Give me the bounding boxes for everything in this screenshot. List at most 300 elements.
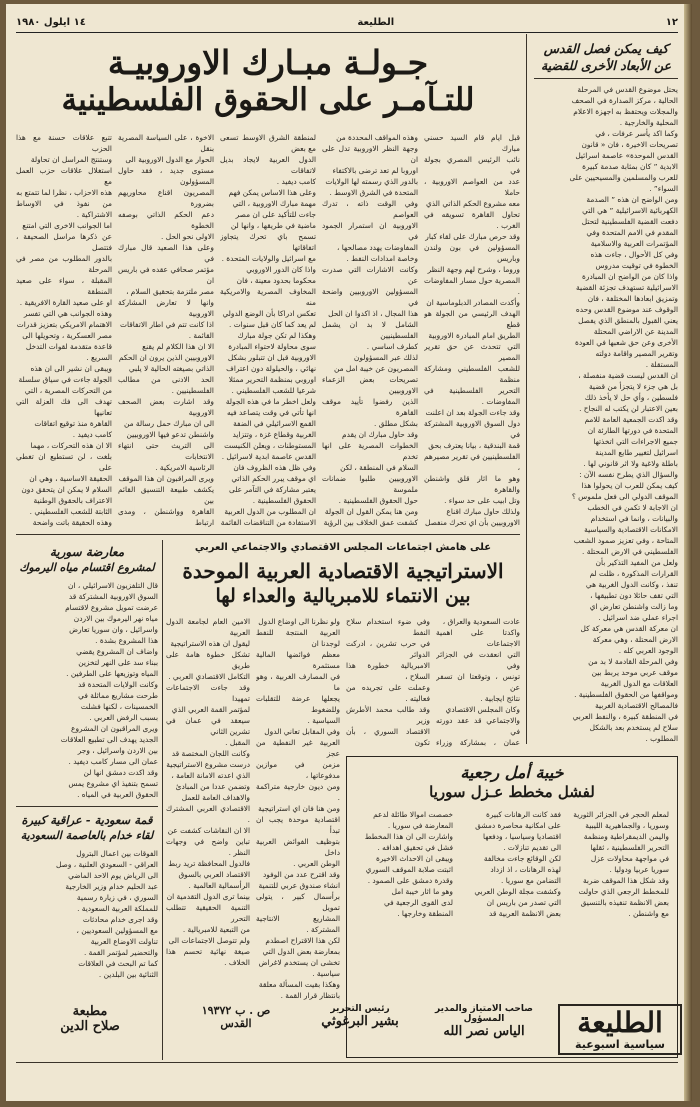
text-line: للشعب الفلسطيني ومشاركة منظمة: [424, 364, 520, 384]
text-line: الا ان النقاشات كشفت عن: [167, 826, 250, 835]
text-line: الحقوق الفلسطينية .: [252, 496, 316, 505]
text-line: ومن هنا يمكن القول ان الجولة: [324, 507, 418, 516]
text-line: دول السوق الاوروبية المشتركة في: [424, 419, 520, 439]
text-line: وهكذا لم تكن جولة مبارك: [237, 331, 316, 340]
text-line: اجراء عملي ضد اسرائيل .: [598, 613, 678, 622]
text-line: سيعقد في عمان في تشرين الثاني: [166, 716, 250, 736]
text-line: اثبتت صلابة الموقف السوري: [365, 865, 453, 874]
text-line: عن ذكرها مراسل الصحيفة ، فتتصل: [16, 232, 112, 252]
text-line: العلاقات مع الدول الغربية: [600, 679, 678, 688]
text-line: التي تصدر من باريس ان: [486, 898, 561, 907]
text-line: ومن ديون خارجية متراكمة .: [256, 782, 340, 802]
saudi-box-title: [16, 812, 158, 843]
text-line: يكشف طبيعة التنسيق القائم بين: [118, 485, 214, 505]
text-line: طرحت مشاريع مماثلة في: [78, 691, 158, 700]
text-line: بينما ترى الدول التقدمية ان: [166, 892, 250, 901]
text-line: وكانت الاشارات التي صدرت عن: [322, 265, 418, 285]
text-line: لذلك عبر المسؤولون: [353, 353, 418, 362]
text-line: الامكانات الاقتصادية والسياسية: [584, 525, 678, 534]
text-line: المؤتمرات العربية والاسلامية: [590, 239, 678, 248]
text-line: وأكدت المصادر الدبلوماسية ان: [426, 298, 520, 307]
text-line: كطرف اساسي .: [366, 342, 418, 351]
text-line: وعلى هذا الاساس يمكن فهم: [228, 188, 316, 197]
text-line: قال التلفزيون الاسرائيلي ، ان: [67, 581, 158, 590]
text-line: المصرية حول مسار المفاوضات .: [424, 276, 520, 296]
text-line: تحاول القاهرة تسويقه في الغرب .: [424, 210, 520, 230]
text-line: القائمة .: [188, 331, 214, 340]
text-line: انشاء صندوق عربي للتنمية: [258, 881, 340, 890]
text-line: وقد اكدت دمشق انها لن: [83, 768, 158, 777]
text-line: المقدم في الامم المتحدة وفي: [586, 228, 678, 237]
text-line: الرئاسية الامريكية .: [155, 463, 214, 472]
text-line: تصريحات بعض الزعماء الاوروبيين: [322, 375, 418, 395]
text-line: لدى القوى الرجعية في: [383, 898, 453, 907]
text-line: كامب ديفيد .: [276, 177, 316, 186]
text-line: تهدف الى فك العزلة التي تعانيها: [16, 397, 112, 417]
text-line: عبد الحليم خدام وزير الخارجية: [65, 882, 158, 891]
text-line: [118, 528, 214, 530]
text-line: وقد حاول مبارك ان يقدم: [342, 430, 418, 439]
text-line: جاءت للتأكيد على ان مصر: [235, 210, 316, 219]
text-line: السوري ، في زيارة رسمية: [76, 893, 158, 902]
text-line: المصريون عن خيبة امل من: [334, 364, 418, 373]
text-line: المفاوضات يهدد مصالحها ،: [337, 243, 418, 252]
text-line: الاسرائيلية تستهدف تجزئة القضية: [576, 283, 678, 292]
text-line: اذا كانت تتم في اطار الاتفاقات: [120, 320, 214, 329]
text-line: الفلسطينيين في تقرير مصيرهم ،: [424, 452, 520, 472]
text-line: التي انعقدت في الجزائر وفي: [436, 650, 520, 670]
text-line: الموقف الدولي الى فعل ملموس ؟: [571, 492, 678, 501]
text-line: بل هي جزء لا يتجزأ من قضية: [588, 382, 678, 391]
address-credit: [176, 1004, 296, 1030]
text-line: فالمصالح الاقتصادية الغربية: [595, 701, 678, 710]
text-line: وهو ما اثار خيبة امل: [391, 887, 453, 896]
text-line: واكدتا على اهمية الاجتماعات: [436, 628, 520, 648]
text-line: اقتصاديا وسياسيا ، ودفعها: [482, 832, 561, 841]
text-line: الاوروبيين طلبوا ضمانات ملموسة: [322, 474, 418, 494]
text-line: الامبريالية خطورة هذا السلاح ،: [346, 661, 430, 681]
text-line: وقد اشارت بعض الصحف الاوروبية: [118, 397, 214, 417]
text-line: الخمسينات ، لكنها فشلت: [80, 702, 158, 711]
text-line: فالدول المحافظة تريد ربط: [168, 859, 250, 868]
text-line: وعملت على تجريده من فعاليته .: [346, 683, 430, 703]
text-line: وتقرير المصير واقامة دولته: [595, 349, 678, 358]
economic-headline: [166, 558, 520, 609]
text-line: المحلية والخارجية .: [619, 118, 678, 127]
text-line: وقد شكل هذا الموقف ضربة: [582, 876, 669, 885]
text-line: وهكذا بقيت المسألة معلقة: [258, 980, 340, 989]
text-line: التي تتحدث عن حق تقرير المصير: [424, 342, 520, 362]
text-line: القرارات المذكورة ، ظلت لم: [589, 569, 678, 578]
text-line: تشكل خطوة هامة على طريق: [166, 650, 250, 670]
text-line: واليمن الديمقراطية ومنظمة: [583, 832, 669, 841]
text-line: برأسمال كبير ، يتولى تمويل: [256, 892, 340, 912]
text-line: محكوما بحدود معينة ، فان: [236, 276, 316, 285]
page-number: ١٢: [665, 16, 678, 28]
text-line: ان المطلوب من الدول العربية: [224, 507, 316, 516]
text-line: الحد الادنى من مطالب الفلسطينيين .: [118, 375, 214, 395]
text-line: وجهة النظر الاوروبية تدل على ان: [322, 144, 418, 164]
text-line: ولعل من المفيد التذكير بأن: [595, 558, 678, 567]
city-name: القدس: [220, 1017, 252, 1030]
text-line: بانتظار قرار القمة .: [280, 991, 340, 1000]
text-line: العربية المنتجة للنفط لوجدنا ان: [256, 628, 340, 648]
text-line: الوطن العربي .: [293, 859, 340, 868]
text-line: الأخرى وعن حق شعبها في العودة: [575, 338, 678, 347]
text-line: وتضمن عددا من المبادئ: [175, 782, 250, 791]
text-line: ومواقفها من الحقوق الفلسطينية .: [574, 690, 678, 699]
text-line: المستوطنات ، ويعلن الكنيست: [224, 441, 316, 450]
text-line: الحقيقة الاساسية ، وهي ان: [29, 474, 112, 483]
text-line: السريع .: [86, 353, 112, 362]
text-line: فلسطين ، وأي حل لا يأخذ ذلك: [584, 393, 678, 402]
text-line: بلغت ، لن تستطيع ان تغطي على: [16, 452, 112, 472]
text-line: القدس عاصمة ابدية لاسرائيل .: [221, 452, 316, 461]
po-box: ص . ب ١٩٣٧٢: [201, 1004, 271, 1017]
text-line: المتحدة في دورتها الطارئة ان: [587, 426, 678, 435]
publication-name: الطليعة: [357, 16, 395, 28]
text-line: والمجلات ويحتفظ به اجهزة الاعلام: [573, 107, 678, 116]
text-line: التضامن مع سوريا .: [501, 876, 561, 885]
text-line: الامين العام لجامعة الدول العربية: [166, 617, 250, 637]
saudi-box-body: [16, 848, 158, 980]
main-headline-line2: للتـآمـر على الحقوق الفلسطينية: [61, 82, 475, 118]
text-line: الاوروبيين الذين يرون ان الحكم: [118, 353, 214, 362]
text-line: المستقلة .: [645, 360, 678, 369]
text-line: ببناء سد على النهر لتخزين: [78, 658, 158, 667]
text-line: اما الجوانب الاخرى التي امتنع: [22, 221, 112, 230]
footer-masthead: [558, 1004, 682, 1055]
text-line: استغلال علاقات حزب العمل مع: [16, 166, 112, 186]
text-line: الاخوة ، على السياسة المصرية بنقل: [118, 133, 214, 153]
text-line: المنطقة وخارجها .: [397, 909, 453, 918]
text-line: وفي ضوء استخدام سلاح النفط: [346, 617, 430, 637]
text-line: معظم فوائضها المالية مستثمرة: [256, 650, 340, 670]
text-line: للمخطط الرجعي الذي حاولت: [578, 887, 669, 896]
text-line: بشكل مطلق .: [373, 419, 418, 428]
text-line: درست مشروع الاستراتيجية: [166, 760, 250, 769]
main-article-column-3: [220, 132, 316, 530]
text-line: بعين الاعتبار لن يكتب له النجاح .: [579, 404, 678, 413]
text-line: وتل ابيب على حد سواء .: [444, 496, 520, 505]
hope-box-title: [353, 763, 671, 802]
text-line: والبيانات ، وانما في استخدام: [590, 514, 678, 523]
text-line: الحقوق العربية في المياه .: [77, 790, 158, 799]
text-line: الخطوات المصرية على انها تخدم: [322, 441, 418, 461]
text-line: يعني القبول بالمنطق الذي يفصل: [578, 316, 678, 325]
text-line: كامب ديفيد .: [72, 430, 112, 439]
text-line: وكانت الولايات المتحدة قد: [77, 680, 158, 689]
text-line: الثنائية بين البلدين .: [98, 970, 158, 979]
text-line: سلاح لم يستخدم بعد بالشكل: [589, 723, 678, 732]
economic-headline-line1: الاستراتيجية الاقتصادية العربية الموحدة: [182, 559, 504, 583]
text-line: الى الرياض يوم الاحد الماضي: [68, 871, 158, 880]
text-line: وكشفت مجلة الوطن العربي: [474, 887, 561, 896]
text-line: الاعتراف بالحقوق الوطنية: [33, 496, 112, 505]
text-line: الوقوف عند موضوع القدس وحده: [575, 305, 678, 314]
text-line: الكهربائية الاسرائيلية ” هي التي: [582, 206, 678, 215]
text-line: المتاحة ، وفي تعزيز صمود الشعب: [573, 536, 678, 545]
text-line: وقد طالب محمد الأطرش وزير: [346, 705, 430, 725]
text-line: للمملكة العربية السعودية .: [77, 904, 158, 913]
text-line: ويبقى ان الاحداث الاخيرة: [375, 854, 453, 863]
text-line: تصريحات الاخيرة ، فان « قانون: [581, 140, 678, 149]
editor-name: بشير البرغوثي: [321, 1014, 399, 1029]
text-line: ان القدس ليست قضية منفصلة ،: [578, 371, 678, 380]
text-line: المصريون اقناع محاوريهم بضرورة: [118, 188, 214, 208]
text-line: وكانت اللجان المختصة قد: [171, 749, 250, 758]
text-line: مصر العسكرية ، وتحويلها الى: [22, 331, 112, 340]
text-line: التنمية الحقيقية تتطلب التحرر: [166, 903, 250, 923]
text-line: بالدور الذي رسمته لها الولايات: [325, 177, 418, 186]
text-line: مصر ملتزمة بتحقيق السلام ،: [126, 287, 214, 296]
text-line: بتوظيف الفوائض العربية داخل: [256, 837, 340, 857]
editor-credit: [300, 1004, 420, 1029]
text-line: لكن هذا الاقتراح اصطدم: [265, 936, 340, 945]
owner-name: الياس نصر الله: [443, 1024, 525, 1039]
text-line: المتحدة في الشرق الاوسط .: [329, 188, 418, 197]
text-line: سياسية .: [312, 969, 340, 978]
text-line: المقبلة ، سواء على صعيد المنطقة: [16, 276, 112, 296]
text-line: التحرير الفلسطينية ، ثقلها: [590, 843, 669, 852]
text-line: في المصارف الغربية ، وهو ما: [256, 672, 340, 692]
main-bottom-rule: [16, 534, 520, 535]
text-line: قبل ايام قام السيد حسني مبارك: [424, 133, 520, 153]
text-line: صيغة نهائية تحسم هذا الخلاف .: [166, 947, 250, 967]
text-line: وقد حرص مبارك على لقاء كبار: [425, 232, 520, 241]
hope-title-line1: خيبة أمل رجعية: [460, 763, 564, 782]
text-line: وستنتج المراسل ان تحاولة: [30, 155, 112, 164]
text-line: وهذه الجوانب هي التي تفسر: [23, 309, 112, 318]
text-line: خصصت اموالا طائلة لدعم: [373, 810, 453, 819]
text-line: السياسية .: [307, 716, 340, 725]
economic-column-2: [346, 616, 430, 748]
text-line: الخطوة في توقيت مدروس: [595, 261, 678, 270]
text-line: الغربية وقطاع غزة ، وتتزايد: [232, 430, 316, 439]
text-line: القدس الموحدة» عاصمة اسرائيل: [575, 151, 678, 160]
text-line: ان معركة القدس هي معركة كل: [580, 624, 678, 633]
text-line: الى ان مبارك حمل رسالة من: [123, 419, 214, 428]
text-line: لكن الوقائع جاءت مخالفة: [483, 854, 561, 863]
text-line: الوجود العربي كله .: [618, 646, 678, 655]
text-line: الرأسمالية العالمية .: [188, 881, 250, 890]
syria-bottom-rule: [16, 806, 158, 807]
text-line: دفعت القضية الفلسطينية لتحتل: [581, 217, 678, 226]
text-line: عمان ، بمشاركة وزراء: [436, 738, 520, 747]
text-line: المطلوب .: [645, 734, 678, 743]
newspaper-page: [6, 4, 692, 1101]
text-line: وفي الوقت ذاته ، تدرك العواصم: [322, 199, 418, 219]
binding-spine: [684, 4, 692, 1101]
text-line: وتمزيق ابعادها المختلفة ، فان: [587, 294, 678, 303]
text-line: على امكانية محاصرة دمشق: [475, 821, 561, 830]
text-line: ويبقى ان نشير الى ان هذه: [30, 364, 112, 373]
text-line: او على صعيد القارة الافريقية .: [19, 298, 112, 307]
text-line: الا ان هذه التحركات ، مهما: [30, 441, 112, 450]
page-header: [16, 14, 678, 33]
text-line: الجديد يهدف الى تطبيع العلاقات: [60, 735, 158, 744]
text-line: المعارضة في سوريا .: [387, 821, 453, 830]
text-line: وفي المقابل تعاني الدول: [264, 727, 340, 736]
syria-box-body: [16, 580, 158, 802]
text-line: الاقتصاد السوري ، بأن تكون: [346, 727, 430, 747]
text-line: العربية غير النفطية من عجز: [256, 738, 340, 758]
text-line: السلام في المنطقة ، لكن: [340, 463, 418, 472]
text-line: واسرائيل ، وان سوريا تعارض: [69, 625, 158, 634]
side-article-body: [534, 84, 678, 746]
text-line: ولو نظرنا الى اوضاع الدول: [258, 617, 340, 626]
text-line: والتحضير لمؤتمر القمة .: [83, 948, 158, 957]
text-line: قمة البندقية ، بيانا يعترف بحق: [428, 441, 520, 450]
text-line: تنفذ ، وكانت الدول الغربية هي: [585, 580, 678, 589]
text-line: الدول العربية لايجاد بديل لاتفاقات: [220, 155, 316, 175]
left-column-divider: [162, 540, 163, 1060]
side-title-rule: [534, 78, 678, 79]
text-line: مع اسرائيل والولايات المتحدة .: [221, 254, 316, 263]
text-line: تخشى ان يستخدم لاغراض: [258, 958, 340, 967]
syria-title-line1: معارضة سورية: [49, 545, 125, 559]
text-line: نهائي ، والحيلولة دون اعتراف: [226, 364, 316, 373]
text-line: هذا المجال ، اذ اكدوا ان الحل: [328, 309, 418, 318]
economic-column-4: [166, 616, 250, 1056]
text-line: وقدرة دمشق على الصمود .: [367, 876, 453, 885]
text-line: وانها لا تعارض المشاركة الاوروبية: [118, 298, 214, 318]
text-line: الاهتمام الامريكي بتعزيز قدرات: [16, 320, 112, 329]
text-line: [220, 528, 316, 530]
text-line: للعرب والمسلمين والمسيحيين على: [569, 173, 678, 182]
text-line: يحتل موضوع القدس في المرحلة: [577, 85, 678, 94]
economic-column-3: [256, 616, 340, 1056]
text-line: وفي المرحلة القادمة لا بد من: [588, 657, 678, 666]
text-line: كما تم البحث في العلاقات: [78, 959, 158, 968]
text-line: لمؤتمر القمة العربي الذي: [171, 705, 250, 714]
text-line: الجولة جاءت في سياق سلسلة: [18, 375, 112, 384]
text-line: في مواجهة محاولات عزل: [590, 854, 669, 863]
text-line: الابدية ” كان بمثابة صدمة كبيرة: [582, 162, 678, 171]
text-line: المسؤولين في بون ولندن وباريس: [424, 243, 520, 263]
economic-headline-line2: بين الانتماء للامبريالية والعداء لها: [215, 585, 471, 607]
main-article-column-4: [118, 132, 214, 530]
text-line: الارض المحتلة ، وهي معركة: [592, 635, 678, 644]
text-line: دعم الحكم الذاتي بوصفه الخطوة: [118, 210, 214, 230]
text-line: اي موقف يبرر الحكم الذاتي: [231, 474, 316, 483]
text-line: [424, 528, 520, 530]
text-line: عادت السعودية والعراق ،: [442, 617, 520, 626]
text-line: الطريق امام المبادرة الاوروبية: [428, 331, 520, 340]
text-line: تباين واضح في وجهات النظر .: [166, 837, 250, 857]
text-line: مؤتمر صحافي عقده في باريس ان: [118, 265, 214, 285]
text-line: مزمن في موازين مدفوعاتها ،: [256, 760, 340, 780]
text-line: الا ان هذا الكلام لم يقنع: [142, 342, 214, 351]
text-line: [322, 528, 418, 530]
text-line: سوى محاولة لاحتواء المبادرة: [228, 342, 316, 351]
text-line: المدينة عن الاراضي المحتلة: [593, 327, 678, 336]
main-headline: [16, 44, 520, 118]
text-line: الاستفادة من التناقضات القائمة: [220, 518, 316, 527]
text-line: واشنطن تدعو فيها الاوروبيين: [126, 430, 214, 439]
editor-label: رئيس التحرير: [330, 1004, 390, 1014]
text-line: وفي ظل هذه الظروف فان: [233, 463, 316, 472]
text-line: القمع الاسرائيلي في الضفة: [233, 419, 316, 428]
text-line: القاهرة وواشنطن ، ومدى ارتباط: [118, 507, 214, 527]
text-line: الفلسطيني في الارض المحتلة .: [582, 547, 678, 556]
text-line: اوروبي بمنظمة التحرير ممثلا: [228, 375, 316, 384]
text-line: بالدور المطلوب من مصر في المرحلة: [16, 254, 112, 274]
text-line: وقد اجرى خدام محادثات: [82, 915, 158, 924]
text-line: الحوار مع الدول الاوروبية الى: [125, 155, 214, 164]
main-headline-line1: جـولـة مبـارك الاوروبيـة: [107, 43, 429, 82]
text-line: بسبب الرفض العربي .: [89, 713, 158, 722]
text-line: نتائج ايجابية .: [480, 694, 520, 703]
text-line: لهذه الرهانات ، اذ ازداد: [490, 865, 561, 874]
text-line: حول الحقوق الفلسطينية .: [338, 496, 418, 505]
text-line: الذاتي بصيغته الحالية لا يلبي: [128, 364, 214, 373]
text-line: لم يعد كما كان قبل سنوات .: [229, 320, 316, 329]
text-line: وهذه المواقف المحددة من: [336, 133, 418, 142]
text-line: القاهرة منذ توقيع اتفاقات: [34, 419, 112, 428]
text-line: مستوى جديد ، فقد حاول المسؤولون: [118, 166, 214, 186]
text-line: العراقي - السعودي العلنية ، وصل: [55, 860, 158, 869]
side-article-title: [534, 40, 678, 74]
text-line: [16, 528, 112, 530]
text-line: قاعدة متقدمة لقوات التدخل: [25, 342, 112, 351]
text-line: السوق الاوروبية المشتركة قد: [68, 592, 158, 601]
text-line: واشارت الى ان هذا المخطط: [364, 832, 453, 841]
text-line: وروما ، وشرح لهم وجهة النظر: [427, 265, 520, 274]
text-line: مع واشنطن .: [628, 909, 669, 918]
printer-label: مطبعة: [72, 1004, 108, 1019]
main-article-column-1: [424, 132, 520, 530]
text-line: الهدف الرئيسي من الجولة هو قطع: [424, 309, 520, 329]
text-line: الذين رفضوا تأييد موقف القاهرة: [322, 397, 418, 417]
text-line: تتبع علاقات حسنة مع هذا الحزب: [16, 133, 112, 153]
text-line: شرعيا للشعب الفلسطيني .: [231, 386, 316, 395]
side-title-line1: كيف يمكن فصل القدس: [543, 41, 669, 56]
syria-title-line2: لمشروع اقتسام مياه اليرموك: [19, 561, 155, 574]
text-line: لمنطقة الشرق الاوسط تسعى مع بعض: [220, 133, 316, 153]
text-line: المقبل .: [225, 738, 250, 747]
text-line: بعض الانظمة تنفيذه بالتنسيق: [580, 898, 669, 907]
text-line: لمعلم الحجر في الجزائر الثورية: [573, 810, 669, 819]
text-line: اسرائيل لتغيير طابع المدينة: [595, 448, 678, 457]
text-line: من نفوذ في الاوساط الاشتراكية .: [16, 199, 112, 219]
text-line: وهو ما اثار قلق واشنطن والقاهرة: [424, 474, 520, 494]
text-line: ولم تتوصل الاجتماعات الى: [168, 936, 250, 945]
text-line: مع المسؤولين السعوديين ،: [76, 926, 158, 935]
text-line: الى التريث حتى انتهاء الانتخابات: [118, 441, 214, 461]
text-line: المسؤولين الاوروبيين واضحة في: [322, 287, 418, 307]
text-line: والاهداف العامة للعمل: [181, 793, 250, 802]
text-line: وهذه الحقيقة باتت واضحة: [32, 518, 112, 527]
text-line: ولعل اخطر ما في هذه الجولة: [225, 397, 316, 406]
text-line: فقد كانت الرهانات كبيرة: [485, 810, 561, 819]
text-line: ويرى المراقبون ان هذا الموقف: [118, 474, 214, 483]
text-line: ومن هنا فان اي استراتيجية: [258, 804, 340, 813]
main-article-column-2: [322, 132, 418, 530]
text-line: الاوروبية ان استمرار الجمود في: [322, 221, 418, 241]
text-line: عرضت تمويل مشروع لاقتسام: [65, 603, 158, 612]
text-line: المشاريع الانتاجية المشتركة .: [256, 914, 340, 934]
saudi-title-line1: قمة سعودية - عراقية كبيرة: [21, 813, 153, 827]
text-line: تونس ، وتوقعتا ان تسفر عن: [436, 672, 520, 692]
syria-box-title: [16, 544, 158, 575]
issue-date: ١٤ ايلول ١٩٨٠: [16, 16, 86, 28]
text-line: معه مشروع الحكم الذاتي الذي: [426, 199, 520, 208]
text-line: وكما اكد يأسر عرفات ، في: [595, 129, 678, 138]
text-line: وكان المجلس الاقتصادي: [445, 705, 520, 714]
printer-name: صلاح الدين: [60, 1019, 120, 1034]
text-line: كيف يمكن للعرب ان يحولوا هذا: [581, 481, 678, 490]
